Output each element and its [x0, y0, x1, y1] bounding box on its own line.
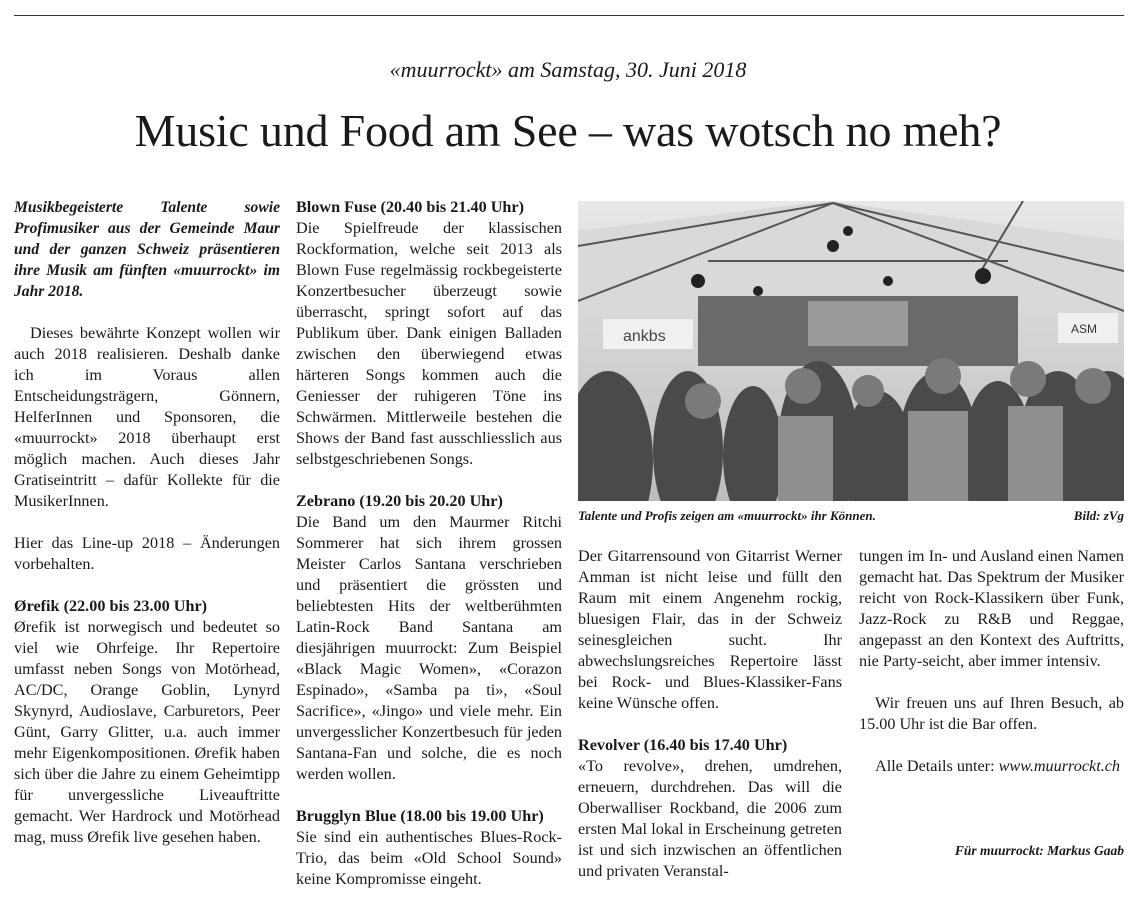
- column-2: [296, 197, 562, 890]
- details-label: Alle Details unter:: [875, 757, 995, 775]
- banner-right-text: ASM: [1071, 322, 1098, 336]
- band-title: Blown Fuse (20.40 bis 21.40 Uhr): [296, 198, 524, 216]
- band-title: Zebrano (19.20 bis 20.20 Uhr): [296, 492, 503, 510]
- closing-paragraph: Wir freuen uns auf Ihren Besuch, ab 15.00 Uhr ist die Bar offen.: [859, 694, 1124, 733]
- band-title: Ørefik (22.00 bis 23.00 Uhr): [14, 597, 208, 615]
- top-rule: [14, 15, 1124, 16]
- band-text: Die Spielfreude der klassischen Rockformation, welche seit 2013 als Blown Fuse regelmässig rockbegeisterte Konzertbesucher überzeugt sowie überrascht, springt sofort auf das Publikum über. Dank einigen Balladen zwischen den überwiegend etwas härteren Songs kommen auch die Geniesser der ruhigeren Töne ins Schwärmen. Mittlerweile bestehen die Shows der Band fast ausschliesslich aus selbstgeschriebenen Songs.: [296, 219, 562, 468]
- photo-caption: Talente und Profis zeigen am «muurrockt» ihr Können.: [578, 508, 876, 523]
- intro-paragraph: Dieses bewährte Konzept wollen wir auch 2018 realisieren. Deshalb danke ich im Voraus allen Entscheidungsträgern, Gönnern, HelferInnen und Sponsoren, die «muurrockt» 2018 überhaupt erst möglich machen. Auch dieses Jahr Gratiseintritt – dafür Kollekte für die MusikerInnen.: [14, 324, 280, 510]
- photo-caption-row: [578, 508, 1124, 524]
- website-link[interactable]: www.muurrockt.ch: [998, 757, 1121, 775]
- photo-credit: Bild: zVg: [1073, 508, 1124, 523]
- concert-tent-image: [578, 201, 1124, 501]
- band-title: Revolver (16.40 bis 17.40 Uhr): [578, 736, 788, 754]
- headline: Music und Food am See – was wotsch no meh?: [134, 105, 1002, 156]
- concert-photo: [578, 201, 1124, 501]
- kicker: «muurrockt» am Samstag, 30. Juni 2018: [389, 57, 747, 82]
- band-text-continued: tungen im In- und Ausland einen Namen gemacht hat. Das Spektrum der Musiker reicht von Rock-Klassikern über Funk, Jazz-Rock zu R&B und Reggae, angepasst an den Kontext des Auftritts, nie Party-seicht, aber immer intensiv.: [859, 547, 1124, 670]
- column-3: [578, 546, 842, 882]
- lineup-note: Hier das Line-up 2018 – Änderungen vorbehalten.: [14, 534, 280, 573]
- band-text-continued: Der Gitarrensound von Gitarrist Werner Amman ist nicht leise und füllt den Raum mit einem Angenehm rockig, bluesigen Flair, das in der Schweiz seinesgleichen sucht. Ihr abwechslungsreiches Repertoire lässt bei Rock- und Blues-Klassiker-Fans keine Wünsche offen.: [578, 547, 842, 712]
- lead-paragraph: Musikbegeisterte Talente sowie Profimusiker aus der Gemeinde Maur und der ganzen Schweiz präsentieren ihre Musik am fünften «muurrockt» im Jahr 2018.: [14, 199, 280, 300]
- column-4: [859, 546, 1124, 861]
- band-text: «To revolve», drehen, umdrehen, erneuern, durchdrehen. Das will die Oberwalliser Rockband, die 2006 zum ersten Mal lokal in Erscheinung getreten ist und sich inzwischen an öffentlichen und privaten Veranstal-: [578, 757, 842, 880]
- details-line: [859, 756, 1124, 777]
- banner-left-text: ankbs: [623, 328, 666, 345]
- band-text: Die Band um den Maurmer Ritchi Sommerer hat sich ihrem grossen Meister Carlos Santana verschrieben und präsentiert die grössten und beliebtesten Hits der weltberühmten Latin-Rock Band Santana am diesjährigen muurrockt: Zum Beispiel «Black Magic Women», «Corazon Espinado», «Samba pa ti», «Soul Sacrifice», «Jingo» und viele mehr. Ein unvergesslicher Konzertbesuch für jeden Santana-Fan und solche, die es noch werden wollen.: [296, 513, 562, 783]
- column-1: [14, 197, 280, 848]
- band-text: Ørefik ist norwegisch und bedeutet so viel wie Ohrfeige. Ihr Repertoire umfasst neben Songs von Motörhead, AC/DC, Orange Goblin, Lynyrd Skynyrd, Audioslave, Carburetors, Peer Günt, Garry Glitter, u.a. auch immer mehr Eigenkompositionen. Ørefik haben sich über die Jahre zu einem Geheimtipp für unvergessliche Liveauftritte gemacht. Wer Hardrock und Motörhead mag, muss Ørefik live gesehen haben.: [14, 618, 280, 846]
- author-signature: Für muurrockt: Markus Gaab: [954, 843, 1124, 858]
- band-title: Brugglyn Blue (18.00 bis 19.00 Uhr): [296, 807, 544, 825]
- band-text: Sie sind ein authentisches Blues-Rock-Trio, das beim «Old School Sound» keine Kompromisse eingeht.: [296, 828, 562, 888]
